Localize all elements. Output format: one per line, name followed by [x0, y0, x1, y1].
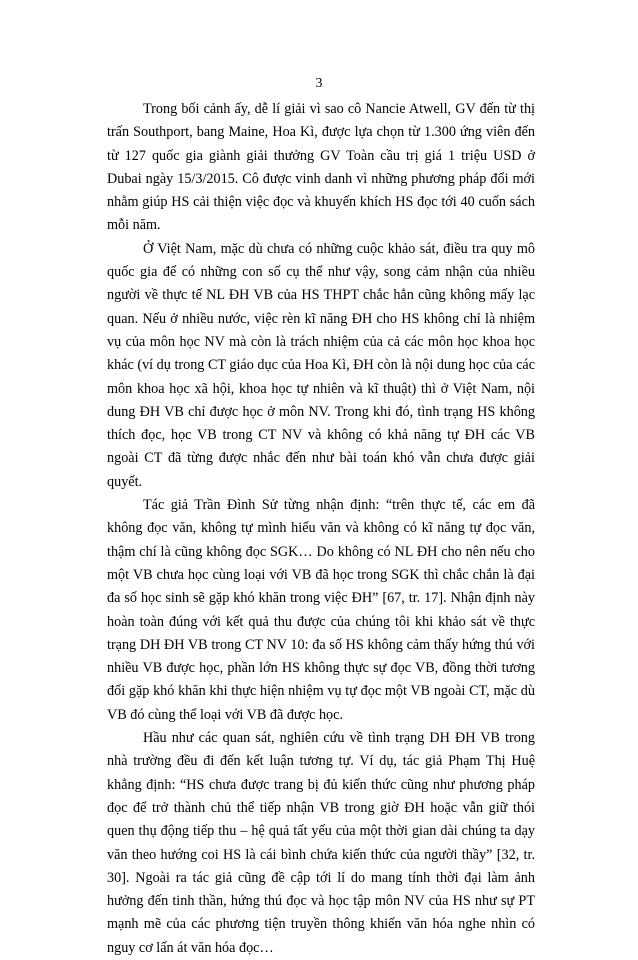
- body-text: [107, 98, 535, 960]
- paragraph: Trong bối cảnh ấy, dễ lí giải vì sao cô Nancie Atwell, GV đến từ thị trấn Southport, bang Maine, Hoa Kì, được lựa chọn từ 1.300 ứng viên đến từ 127 quốc gia giành giải thưởng GV Toàn cầu trị giá 1 triệu USD ở Dubai ngày 15/3/2015. Cô được vinh danh vì những phương pháp đổi mới nhằm giúp HS cải thiện việc đọc và khuyến khích HS đọc tới 40 cuốn sách mỗi năm.: [107, 101, 535, 234]
- paragraph: Tác giả Trần Đình Sử từng nhận định: “trên thực tế, các em đã không đọc văn, không tự mình hiểu văn và không có kĩ năng tự đọc văn, thậm chí là cũng không đọc SGK… Do không có NL ĐH cho nên nếu cho một VB chưa học cùng loại với VB đã học trong SGK thì chắc chắn là đại đa số học sinh sẽ gặp khó khăn trong việc ĐH” [67, tr. 17]. Nhận định này hoàn toàn đúng với kết quả thu được của chúng tôi khi khảo sát về thực trạng DH ĐH VB trong CT NV 10: đa số HS không cảm thấy hứng thú với nhiều VB được học, phần lớn HS không thực sự đọc VB, đồng thời tương đối gặp khó khăn khi thực hiện nhiệm vụ tự đọc một VB ngoài CT, mặc dù VB đó cùng thể loại với VB đã được học.: [107, 497, 535, 723]
- page-number: 3: [315, 76, 323, 91]
- paragraph: Hầu như các quan sát, nghiên cứu về tình trạng DH ĐH VB trong nhà trường đều đi đến kết luận tương tự. Ví dụ, tác giả Phạm Thị Huệ khẳng định: “HS chưa được trang bị đủ kiến thức cũng như phương pháp đọc để trở thành chủ thể tiếp nhận VB trong giờ ĐH hoặc vẫn giữ thói quen thụ động tiếp thu – hệ quả tất yếu của một thời gian dài chúng ta dạy văn theo hướng coi HS là cái bình chứa kiến thức của người thầy” [32, tr. 30]. Ngoài ra tác giả cũng đề cập tới lí do mang tính thời đại làm ảnh hưởng đến tinh thần, hứng thú đọc và học tập môn NV của HS như sự PT mạnh mẽ của các phương tiện truyền thông khiến văn hóa nghe nhìn có nguy cơ lấn át văn hóa đọc…: [107, 730, 535, 956]
- paragraph: Ở Việt Nam, mặc dù chưa có những cuộc khảo sát, điều tra quy mô quốc gia để có những con số cụ thể như vậy, song cảm nhận của nhiều người về thực tế NL ĐH VB của HS THPT chắc hẳn cũng không mấy lạc quan. Nếu ở nhiều nước, việc rèn kĩ năng ĐH cho HS không chỉ là nhiệm vụ của môn học NV mà còn là trách nhiệm của cả các môn học khoa học khác (ví dụ trong CT giáo dục của Hoa Kì, ĐH còn là nội dung học của các môn khoa học xã hội, khoa học tự nhiên và kĩ thuật) thì ở Việt Nam, nội dung ĐH VB chỉ được học ở môn NV. Trong khi đó, tình trạng HS không thích đọc, học VB trong CT NV và không có khả năng tự ĐH các VB ngoài CT đã từng được nhắc đến như bài toán khó vẫn chưa được giải quyết.: [107, 240, 535, 490]
